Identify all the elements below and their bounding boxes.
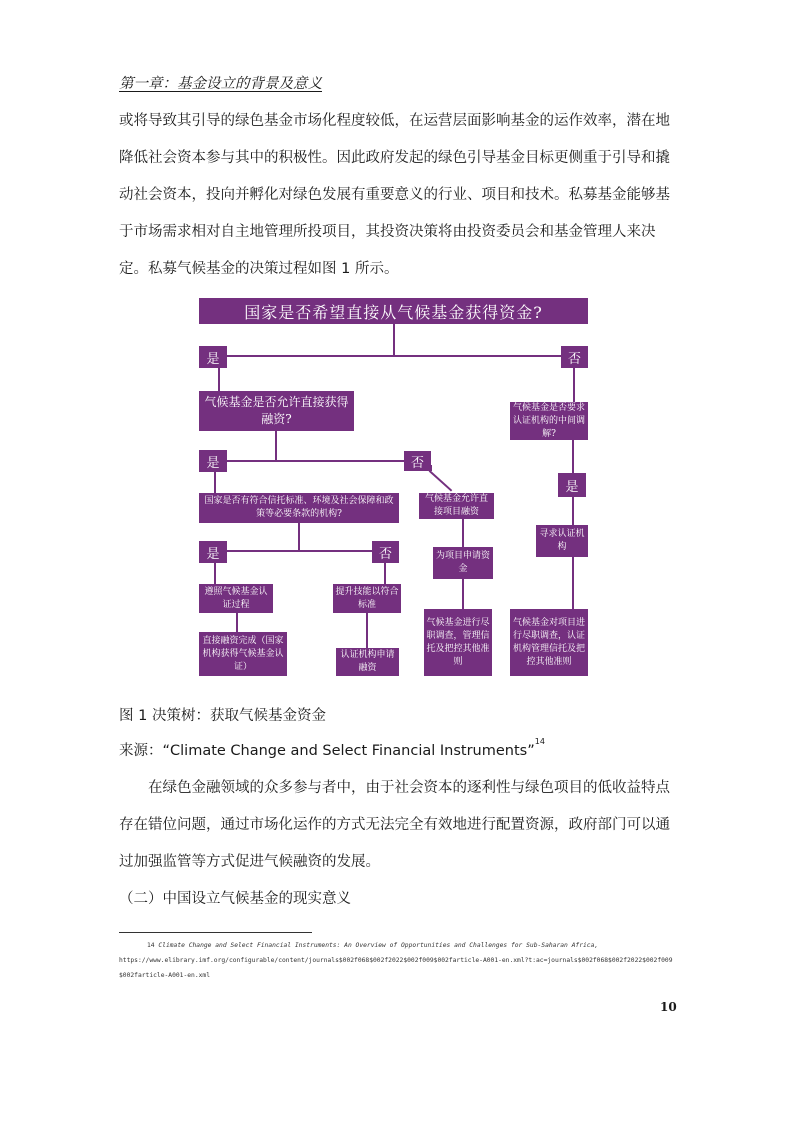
footnote-ref[interactable]: 14 [534, 737, 545, 746]
root-question-box: 国家是否希望直接从气候基金获得资金? [199, 298, 588, 324]
connector [214, 563, 216, 585]
connector [225, 460, 405, 462]
connector [572, 440, 574, 473]
improve-skills-box: 提升技能以符合标准 [333, 584, 401, 613]
direct-project-financing-box: 气候基金允许直接项目融资 [419, 493, 494, 519]
connector [393, 323, 395, 356]
section-heading: （二）中国设立气候基金的现实意义 [119, 891, 351, 907]
connector [384, 563, 386, 585]
standards-question-box: 国家是否有符合信托标准、环境及社会保障和政策等必要条款的机构? [199, 493, 399, 523]
paragraph-2: 在绿色金融领域的众多参与者中，由于社会资本的逐利性与绿色项目的低收益特点存在错位问题，通过市场化运作的方式无法完全有效地进行配置资源，政府部门可以通过加强监管等方式促进气候融资的发展。 [119, 780, 670, 870]
connector [225, 550, 375, 552]
no-label-1: 否 [561, 346, 588, 368]
apply-project-funds-box: 为项目申请资金 [433, 547, 493, 579]
connector [366, 613, 368, 648]
no-label-2: 否 [404, 451, 431, 471]
page-number: 10 [660, 1000, 677, 1014]
connector [298, 523, 300, 552]
yes-label-4: 是 [199, 541, 227, 563]
due-diligence-box-1: 气候基金进行尽职调查，管理信托及把控其他准则 [424, 609, 492, 676]
connector [236, 612, 238, 632]
direct-financing-complete-box: 直接融资完成（国家机构获得气候基金认证） [199, 632, 287, 676]
paragraph-1: 或将导致其引导的绿色基金市场化程度较低，在运营层面影响基金的运作效率，潜在地降低社会资本参与其中的积极性。因此政府发起的绿色引导基金目标更侧重于引导和撬动社会资本，投向并孵化对绿色发展有重要意义的行业、项目和技术。私募基金能够基于市场需求相对自主地管理所投项目，其投资决策将由投资委员会和基金管理人来决定。私募气候基金的决策过程如图 1 所示。 [119, 113, 670, 277]
source-title: “Climate Change and Select Financial Instruments” [162, 743, 535, 759]
connector [429, 470, 453, 492]
no-label-3: 否 [372, 541, 399, 563]
connector [218, 355, 575, 357]
connector [462, 519, 464, 547]
footnote [119, 938, 679, 983]
source-label: 来源： [119, 743, 163, 759]
find-agency-box: 寻求认证机构 [536, 525, 588, 557]
yes-label-1: 是 [199, 346, 227, 368]
agency-apply-box: 认证机构申请融资 [336, 648, 399, 676]
yes-label-2: 是 [199, 450, 227, 472]
mediation-question-box: 气候基金是否要求认证机构的中间调解? [510, 402, 588, 440]
yes-label-3: 是 [558, 473, 586, 497]
figure-caption: 图 1 决策树：获取气候基金资金 [119, 708, 326, 724]
footnote-url[interactable]: https://www.elibrary.imf.org/configurable/content/journals$002f068$002f2022$002f009$002farticle-A001-en.xml?t:ac=journals$002f068$002f2022$002f009$002farticle-A001-en.xml [119, 957, 673, 979]
due-diligence-box-2: 气候基金对项目进行尽职调查，认证机构管理信托及把控其他准则 [510, 609, 588, 676]
connector [275, 430, 277, 460]
connector [462, 579, 464, 609]
direct-financing-question-box: 气候基金是否允许直接获得融资? [199, 391, 354, 431]
footnote-title: Climate Change and Select Financial Instruments: An Overview of Opportunities and Challenges for Sub-Saharan Africa, [158, 942, 599, 949]
figure-source [119, 739, 545, 760]
connector [572, 557, 574, 609]
connector [572, 497, 574, 525]
chapter-header: 第一章：基金设立的背景及意义 [119, 76, 322, 92]
footnote-number: 14 [147, 942, 155, 949]
footnote-divider [119, 932, 312, 933]
connector [214, 470, 216, 493]
follow-certification-box: 遵照气候基金认证过程 [199, 584, 273, 613]
